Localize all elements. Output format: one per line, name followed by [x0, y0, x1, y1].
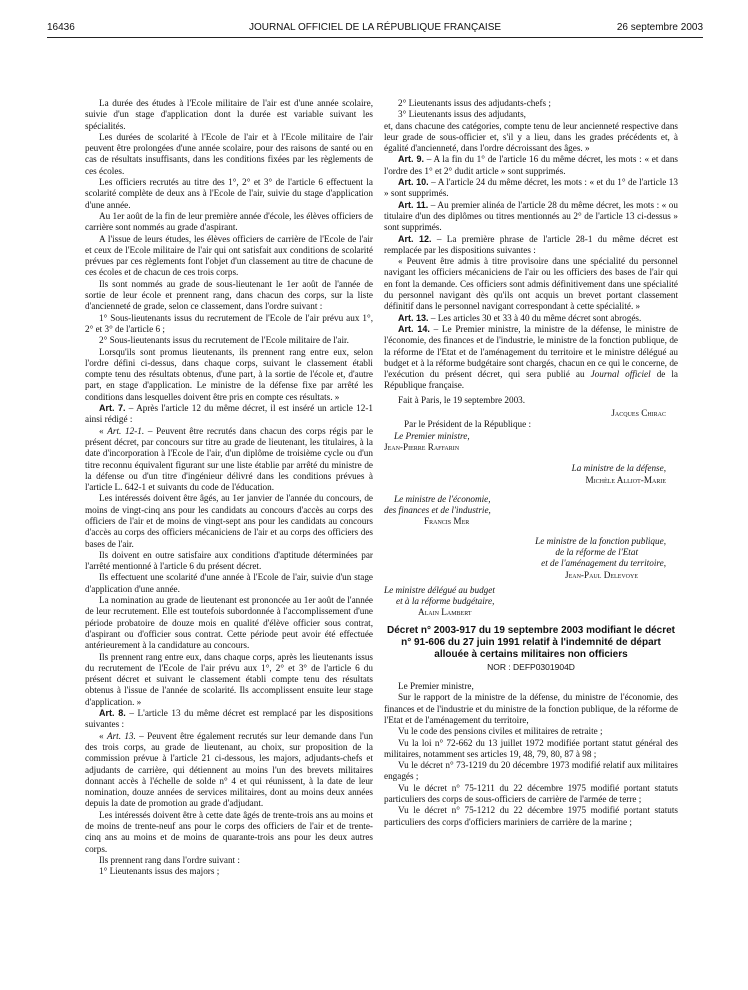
paragraph: Vu le décret n° 75-1211 du 22 décembre 1975 modifié portant statuts particuliers des corps de sous-officiers de carrière de l'armée de terre ;	[384, 782, 678, 805]
paragraph: Les intéressés doivent être à cette date âgés de trente-trois ans au moins et de moins de trente-neuf ans pour le corps des officiers de l'air et de trente-cinq ans au moins et de moins de quarante-trois ans pour les deux autres corps.	[85, 809, 373, 854]
paragraph: Vu la loi n° 72-662 du 13 juillet 1972 modifiée portant statut général des militaires, notamment ses articles 19, 48, 79, 80, 87 à 98 ;	[384, 737, 678, 759]
article-13: « Art. 13. – Peuvent être également recrutés sur leur demande dans l'un des trois corps, au grade de lieutenant, au choix, sur proposition de la commission prévue à l'article 21 ci-dessous, les majors, adjudants-chefs et adjudants de carrière, qui détiennent au moins l'un des brevets militaires donnant accès à l'échelle de solde n° 4 et qui réunissent, à la date de leur nomination, douze années de services militaires, dont au moins deux années depuis la date de promotion au grade d'adjudant.	[85, 730, 373, 809]
defense-name: Michèle Alliot-Marie	[585, 474, 666, 485]
article-7: Art. 7. – Après l'article 12 du même décret, il est inséré un article 12-1 ainsi rédigé :	[85, 403, 373, 425]
paragraph: Lorsqu'ils sont promus lieutenants, ils prennent rang entre eux, selon l'ordre défini ci-dessus, dans chaque corps, suivant le classement établi compte tenu des résultats obtenus, d'une part, à la sortie de l'école et, d'autre part, en stage d'application. Le ministre de la défense fixe par arrêté les conditions dans lesquelles doivent être pris en compte ces résultats. »	[85, 346, 373, 402]
article-label: Art. 13.	[398, 312, 429, 323]
budget-title: et à la réforme budgétaire,	[396, 596, 495, 607]
issue-date: 26 septembre 2003	[616, 22, 703, 33]
public-service-title: Le ministre de la fonction publique,	[535, 535, 666, 546]
article-label: Art. 13.	[106, 730, 136, 741]
article-13: Art. 13. – Les articles 30 et 33 à 40 du même décret sont abrogés.	[398, 312, 642, 323]
article-label: Art. 12.	[398, 233, 432, 244]
paragraph: Les durées de scolarité à l'Ecole de l'air et à l'Ecole militaire de l'air peuvent être prolongées d'une année scolaire, pour des raisons de santé ou en cas de résultats insuffisants, dans les conditions fixées par les règlements de ces écoles.	[85, 131, 373, 176]
paragraph: Ils effectuent une scolarité d'une année à l'Ecole de l'air, suivie d'un stage d'application d'une année.	[85, 572, 373, 594]
signatory-president: Jacques Chirac	[611, 408, 666, 419]
paragraph: et, dans chacune des catégories, compte tenu de leur ancienneté respective dans leur grade de sous-officier et, s'il y a lieu, dans les grades précédents et, à égalité d'ancienneté, dans l'ordre décroissant des âges. »	[384, 120, 678, 154]
journal-title: JOURNAL OFFICIEL DE LA RÉPUBLIQUE FRANÇAISE	[248, 22, 502, 33]
paragraph: 2° Sous-lieutenants issus du recrutement de l'Ecole militaire de l'air.	[99, 335, 349, 346]
pm-title: Le Premier ministre,	[394, 430, 470, 441]
article-8: Art. 8. – L'article 13 du même décret est remplacé par les dispositions suivantes :	[85, 708, 373, 730]
paragraph: Le Premier ministre,	[398, 681, 474, 692]
article-label: Art. 7.	[99, 403, 126, 414]
economy-title: des finances et de l'industrie,	[384, 505, 491, 516]
paragraph: Ils sont nommés au grade de sous-lieutenant le 1er août de l'année de sortie de leur école et prennent rang, dans chacun des corps, sur la liste d'ancienneté de grade, selon ce classement, dans l'ordre suivant :	[85, 278, 373, 312]
defense-title: La ministre de la défense,	[571, 463, 666, 474]
article-12-1: « Art. 12-1. – Peuvent être recrutés dans chacun des corps régis par le présent décret, par concours sur titre au grade de lieutenant, les titulaires, à la date d'incorporation à l'Ecole de l'air, d'un diplôme de troisième cycle ou d'un titre reconnu équivalent figurant sur une liste établie par arrêté du ministre de la défense ou d'un titre d'ingénieur délivré dans les conditions prévues à l'article L. 642-1 et suivants du code de l'éducation.	[85, 425, 374, 493]
paragraph: Vu le décret n° 73-1219 du 20 décembre 1973 modifié relatif aux militaires engagés ;	[384, 760, 678, 782]
right-column	[384, 98, 678, 828]
paragraph: La durée des études à l'Ecole militaire de l'air est d'une année scolaire, suivie d'un stage d'application dont la durée est variable suivant les spécialités.	[85, 98, 373, 131]
article-label: Art. 14.	[398, 323, 430, 334]
public-service-name: Jean-Paul Delevoye	[565, 569, 638, 580]
paragraph: Ils doivent en outre satisfaire aux conditions d'aptitude déterminées par l'arrêté mentionné à l'article 6 du présent décret.	[85, 549, 373, 572]
paragraph: Les intéressés doivent être âgés, au 1er janvier de l'année du concours, de moins de vingt-cinq ans pour les candidats au concours d'accès au corps des officiers de l'air et de moins de vingt-sept ans pour les candidats au concours d'accès au corps des officiers mécaniciens de l'air et au corps des officiers des bases de l'air.	[85, 493, 373, 549]
signature-block	[384, 408, 678, 619]
paragraph: 1° Lieutenants issus des majors ;	[99, 866, 220, 877]
paragraph: 2° Lieutenants issus des adjudants-chefs ;	[398, 98, 551, 108]
article-label: Art. 12-1.	[107, 425, 145, 436]
paragraph: Vu le décret n° 75-1212 du 22 décembre 1975 modifié portant statuts particuliers des corps d'officiers mariniers de carrière de la marine ;	[384, 805, 678, 827]
article-9: Art. 9. – A la fin du 1° de l'article 16 du même décret, les mots : « et dans l'ordre des 1° et 2° dudit article » sont supprimés.	[384, 154, 678, 176]
paragraph: 1° Sous-lieutenants issus du recrutement de l'Ecole de l'air prévu aux 1°, 2° et 3° de l'article 6 ;	[85, 312, 373, 334]
public-service-title: de la réforme de l'Etat	[555, 546, 638, 557]
budget-title: Le ministre délégué au budget	[384, 584, 495, 595]
left-column	[85, 98, 373, 877]
done-at: Fait à Paris, le 19 septembre 2003.	[398, 394, 526, 405]
economy-name: Francis Mer	[424, 516, 470, 527]
paragraph: A l'issue de leurs études, les élèves officiers de carrière de l'Ecole de l'air et ceux de l'Ecole militaire de l'air qui ont satisfait aux conditions de scolarité prévues par ces règlements font l'objet d'un classement au titre de chacune de ces écoles et de chacun de ces trois corps.	[85, 233, 373, 278]
public-service-title: et de l'aménagement du territoire,	[541, 558, 666, 569]
pm-name: Jean-Pierre Raffarin	[384, 441, 460, 452]
paragraph: Les officiers recrutés au titre des 1°, 2° et 3° de l'article 6 effectuent la scolarité complète de deux ans à l'Ecole de l'air, suivie du stage d'application d'une année.	[85, 177, 373, 210]
economy-title: Le ministre de l'économie,	[394, 493, 491, 504]
paragraph: Ils prennent rang entre eux, dans chaque corps, après les lieutenants issus du recrutement de l'Ecole de l'air prévu aux 1°, 2° et 3° de l'article 6 du présent décret et suivant le classement établi compte tenu des résultats obtenus à l'issue de l'année de scolarité. Ils accomplissent ensuite leur stage d'application. »	[85, 651, 373, 707]
paragraph: Au 1er août de la fin de leur première année d'école, les élèves officiers de carrière sont nommés au grade d'aspirant.	[85, 210, 373, 233]
article-label: Art. 10.	[398, 177, 429, 188]
header-rule	[47, 37, 703, 38]
article-14: Art. 14. – Le Premier ministre, la ministre de la défense, le ministre de l'économie, des finances et de l'industrie, le ministre de la fonction publique, de la réforme de l'Etat et de l'aménagement du territoire et le ministre délégué au budget et à la réforme budgétaire sont chargés, chacun en ce qui le concerne, de l'exécution du présent décret, qui sera publié au Journal officiel de la République française.	[384, 323, 678, 391]
article-label: Art. 9.	[398, 154, 424, 165]
paragraph: « Peuvent être admis à titre provisoire dans une spécialité du personnel navigant les officiers mécaniciens de l'air ou les officiers des bases de l'air qui en font la demande. Ces officiers sont admis définitivement dans une spécialité du personnel navigant dès qu'ils ont acquis un brevet portant classement définitif dans le personnel navigant correspondant à cette spécialité. »	[384, 256, 678, 312]
page-number: 16436	[47, 22, 75, 33]
decree-title: Décret n° 2003-917 du 19 septembre 2003 modifiant le décret n° 91-606 du 27 juin 1991 relatif à l'indemnité de départ allouée à certains militaires non officiers	[386, 624, 675, 660]
budget-name: Alain Lambert	[418, 607, 472, 618]
article-11: Art. 11. – Au premier alinéa de l'article 28 du même décret, les mots : « ou titulaire d'un des diplômes ou titres mentionnés au 2° de l'article 13 ci-dessus » sont supprimés.	[384, 199, 678, 233]
article-label: Art. 11.	[398, 199, 429, 210]
by-the-president: Par le Président de la République :	[404, 419, 532, 430]
paragraph: Sur le rapport de la ministre de la défense, du ministre de l'économie, des finances et de l'industrie et du ministre de la fonction publique, de la réforme de l'Etat et de l'aménagement du territoire,	[384, 692, 678, 725]
article-12: Art. 12. – La première phrase de l'article 28-1 du même décret est remplacée par les dispositions suivantes :	[384, 233, 679, 255]
nor-reference: NOR : DEFP0301904D	[487, 661, 575, 672]
paragraph: La nomination au grade de lieutenant est prononcée au 1er août de l'année de leur recrutement. Elle est toutefois subordonnée à l'accomplissement d'une période probatoire de douze mois en qualité d'élève officier sous contrat, d'aspirant ou d'officier sous contrat. Cette période peut avoir été effectuée antérieurement à la candidature au concours.	[85, 595, 373, 651]
article-10: Art. 10. – A l'article 24 du même décret, les mots : « et du 1° de l'article 13 » sont supprimés.	[384, 177, 678, 199]
article-label: Art. 8.	[99, 708, 126, 719]
paragraph: 3° Lieutenants issus des adjudants,	[398, 109, 526, 120]
paragraph: Vu le code des pensions civiles et militaires de retraite ;	[398, 726, 603, 737]
paragraph: Ils prennent rang dans l'ordre suivant :	[99, 854, 240, 865]
page-header	[47, 22, 703, 38]
